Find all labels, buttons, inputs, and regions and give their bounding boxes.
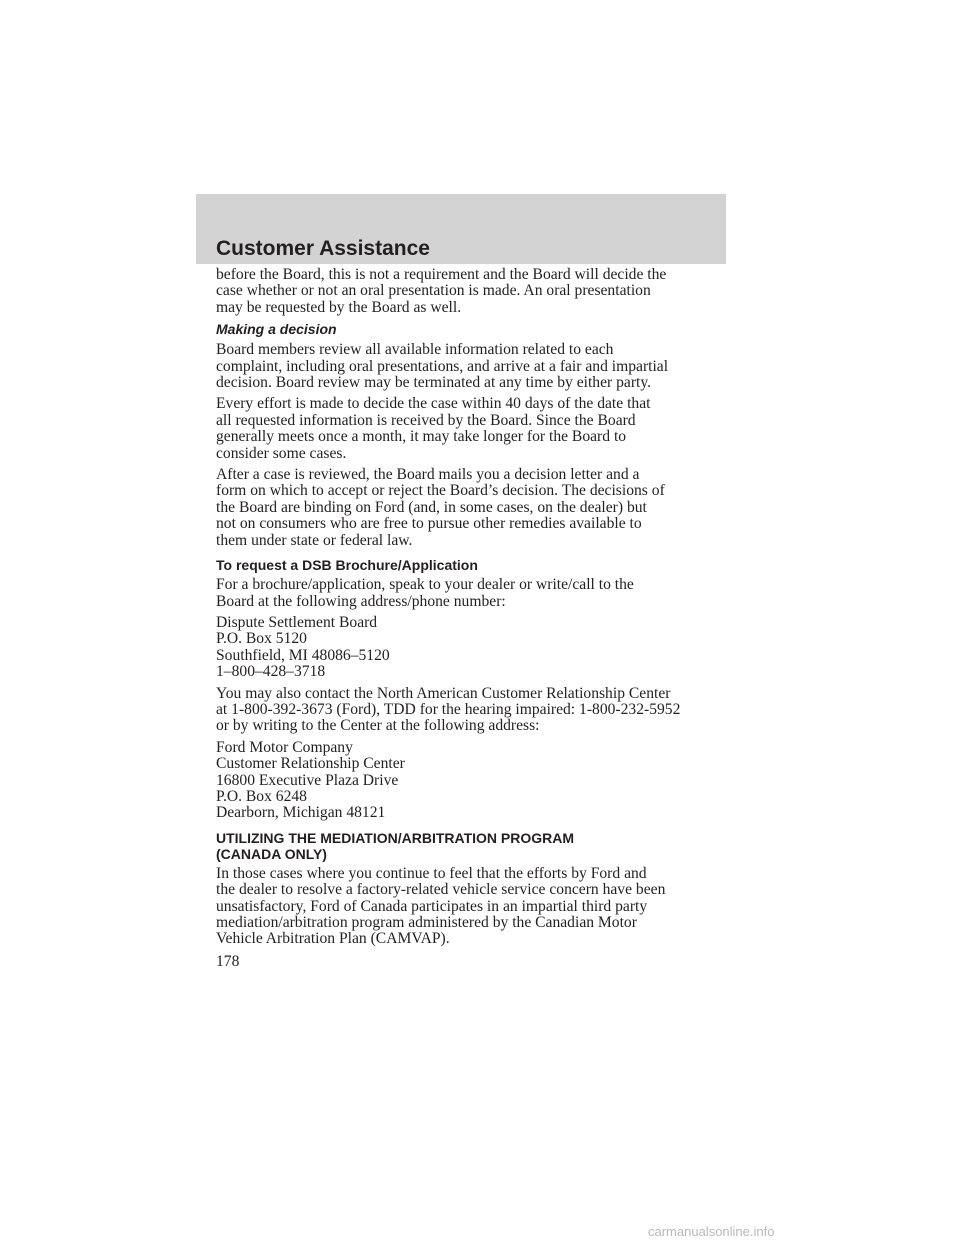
- page-body: [216, 267, 730, 970]
- page-number: 178: [216, 952, 240, 970]
- paragraph-oral-presentation: before the Board, this is not a requirement and the Board will decide the case whether or not an oral presentation is made. An oral presentation may be requested by the Board as well.: [216, 266, 667, 316]
- address-ford-motor-company: Ford Motor Company Customer Relationship Center 16800 Executive Plaza Drive P.O. Box 6248 Dearborn, Michigan 48121: [216, 738, 405, 822]
- paragraph-relationship-center: You may also contact the North American Customer Relationship Center at 1-800-392-3673 (Ford), TDD for the hearing impaired: 1-800-232-5952 or by writing to the Center at the following address:: [216, 684, 681, 735]
- heading-request-brochure: To request a DSB Brochure/Application: [216, 557, 478, 574]
- section-title: Customer Assistance: [216, 237, 430, 260]
- paragraph-board-review: Board members review all available information related to each complaint, including oral presentations, and arrive at a fair and impartial decision. Board review may be terminated at any time by either party.: [216, 341, 669, 392]
- watermark-site-url: carmanualsonline.info: [648, 1224, 775, 1239]
- paragraph-camvap: In those cases where you continue to feel that the efforts by Ford and the dealer to resolve a factory-related vehicle service concern have been unsatisfactory, Ford of Canada participates in an impartial third party mediation/arbitration program administered by the Canadian Motor Vehicle Arbitration Plan (CAMVAP).: [216, 864, 666, 948]
- paragraph-decision-letter: After a case is reviewed, the Board mails you a decision letter and a form on which to accept or reject the Board’s decision. The decisions of the Board are binding on Ford (and, in some cases, on the dealer) but not on consumers who are free to pursue other remedies available to them under state or federal law.: [216, 466, 665, 549]
- paragraph-brochure-request: For a brochure/application, speak to your dealer or write/call to the Board at the following address/phone number:: [216, 576, 634, 610]
- paragraph-decision-timing: Every effort is made to decide the case within 40 days of the date that all requested information is received by the Board. Since the Board generally meets once a month, it may take longer for the Board to consider some cases.: [216, 395, 651, 462]
- heading-mediation-arbitration: UTILIZING THE MEDIATION/ARBITRATION PROGRAM (CANADA ONLY): [216, 829, 575, 862]
- heading-making-a-decision: Making a decision: [216, 321, 337, 338]
- address-dispute-settlement-board: Dispute Settlement Board P.O. Box 5120 Southfield, MI 48086–5120 1–800–428–3718: [216, 613, 390, 681]
- section-header-band: [196, 194, 726, 264]
